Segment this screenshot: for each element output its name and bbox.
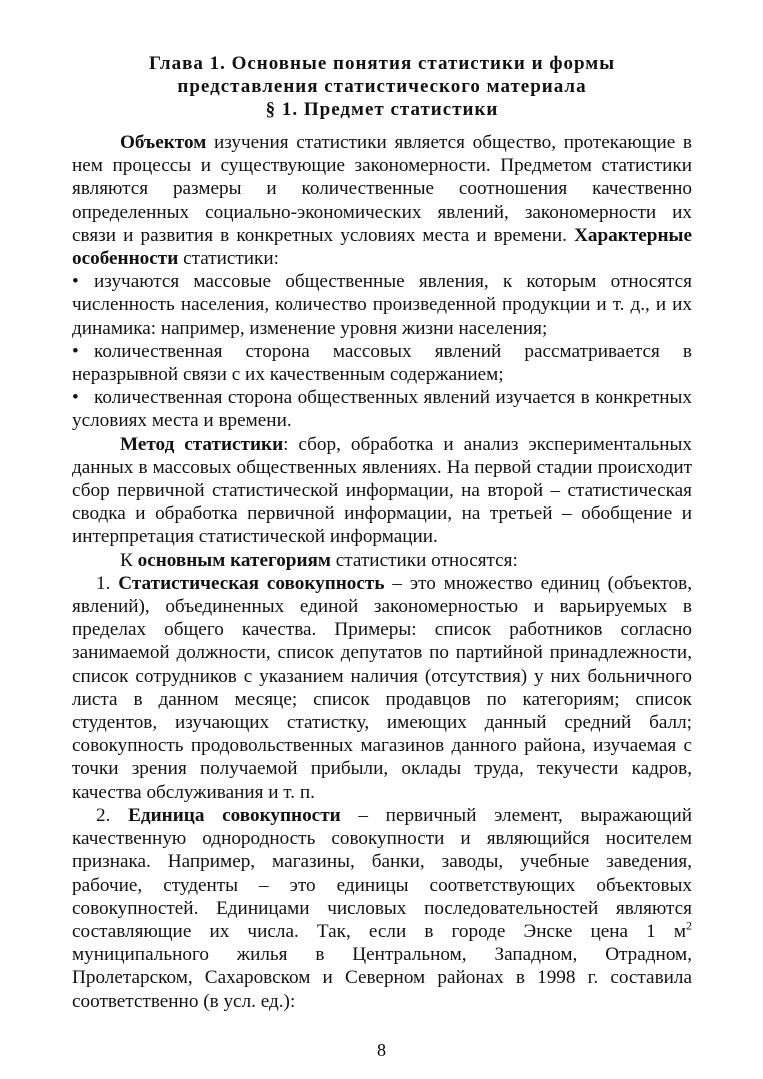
- term-object: Объектом: [120, 132, 207, 153]
- paragraph-method: [72, 433, 692, 549]
- superscript-2: 2: [686, 918, 692, 933]
- term-method: Метод статистики: [120, 433, 284, 455]
- paragraph-features-text: статистики:: [178, 248, 279, 270]
- paragraph-object-text: изучения статистики является общество, протекающие в нем процессы и существующие закономерности. Предметом статистики являются размеры и количественные соотношения качественно определенных социально-экономических явлений, закономерности их связи и развития в конкретных условиях места и времени.: [72, 132, 692, 246]
- document-page: [72, 52, 692, 1013]
- item-text-1: – это множество единиц (объектов, явлений), объединенных единой закономерностью и варьируемых в пределах общего качества. Примеры: список работников согласно занимаемой должности, список депутатов по партийной принадлежности, список сотрудников с указанием наличия (отсутствия) у них больничного листа в данном месяце; список продавцов по категориям; список студентов, изучающих статистку, имеющих данный средний балл; совокупность продовольственных магазинов данного района, изучаемая с точки зрения получаемой прибыли, оклады труда, текучести кадров, качества обслуживания и т. п.: [72, 572, 692, 803]
- item-number-1: 1.: [96, 572, 119, 594]
- categories-text-start: К: [120, 549, 138, 571]
- term-features: Характерные особенности: [72, 224, 692, 270]
- item-text-2b: муниципального жилья в Центральном, Западном, Отрадном, Пролетарском, Сахаровском и Северном районах в 1998 г. составила соответственно (в усл. ед.):: [72, 944, 692, 1012]
- chapter-title-line-2: представления статистического материала: [177, 76, 587, 97]
- term-population: Статистическая совокупность: [118, 572, 385, 594]
- categories-text-end: статистики относятся:: [330, 549, 518, 571]
- bullet-text-3: количественная сторона общественных явлений изучается в конкретных условиях места и времени.: [72, 387, 692, 432]
- numbered-item-1: [72, 572, 692, 804]
- paragraph-object: [72, 131, 692, 270]
- page-number: 8: [377, 1040, 386, 1060]
- chapter-title-line-1: Глава 1. Основные понятия статистики и формы: [148, 53, 616, 74]
- bullet-item: [72, 386, 692, 432]
- paragraph-method-text: : сбор, обработка и анализ экспериментальных данных в массовых общественных явлениях. На первой стадии происходит сбор первичной статистической информации, на второй – статистическая сводка и обработка первичной информации, на третьей – обобщение и интерпретация статистической информации.: [72, 433, 692, 548]
- bullet-text-1: изучаются массовые общественные явления, к которым относятся численность населения, количество произведенной продукции и т. д., и их динамика: например, изменение уровня жизни населения;: [72, 271, 692, 339]
- bullet-mark: •: [72, 340, 79, 362]
- bullet-item: [72, 340, 692, 386]
- term-unit: Единица совокупности: [128, 804, 341, 826]
- term-categories: основным категориям: [137, 549, 331, 571]
- section-title: § 1. Предмет статистики: [265, 99, 499, 120]
- bullet-text-2: количественная сторона массовых явлений рассматривается в неразрывной связи с их качественным содержанием;: [72, 340, 692, 386]
- item-number-2: 2.: [96, 804, 129, 826]
- bullet-item: [72, 270, 692, 340]
- bullet-mark: •: [72, 387, 79, 409]
- chapter-heading: [72, 52, 692, 121]
- numbered-item-2: [72, 804, 692, 1013]
- item-text-2a: – первичный элемент, выражающий качественную однородность совокупности и являющийся носителем признака. Например, магазины, банки, заводы, учебные заведения, рабочие, студенты – это единицы соответствующих объектовых совокупностей. Единицами числовых последовательностей являются составляющие их числа. Так, если в городе Энске цена 1 м: [72, 804, 692, 942]
- paragraph-categories: [72, 549, 692, 572]
- bullet-mark: •: [72, 271, 79, 293]
